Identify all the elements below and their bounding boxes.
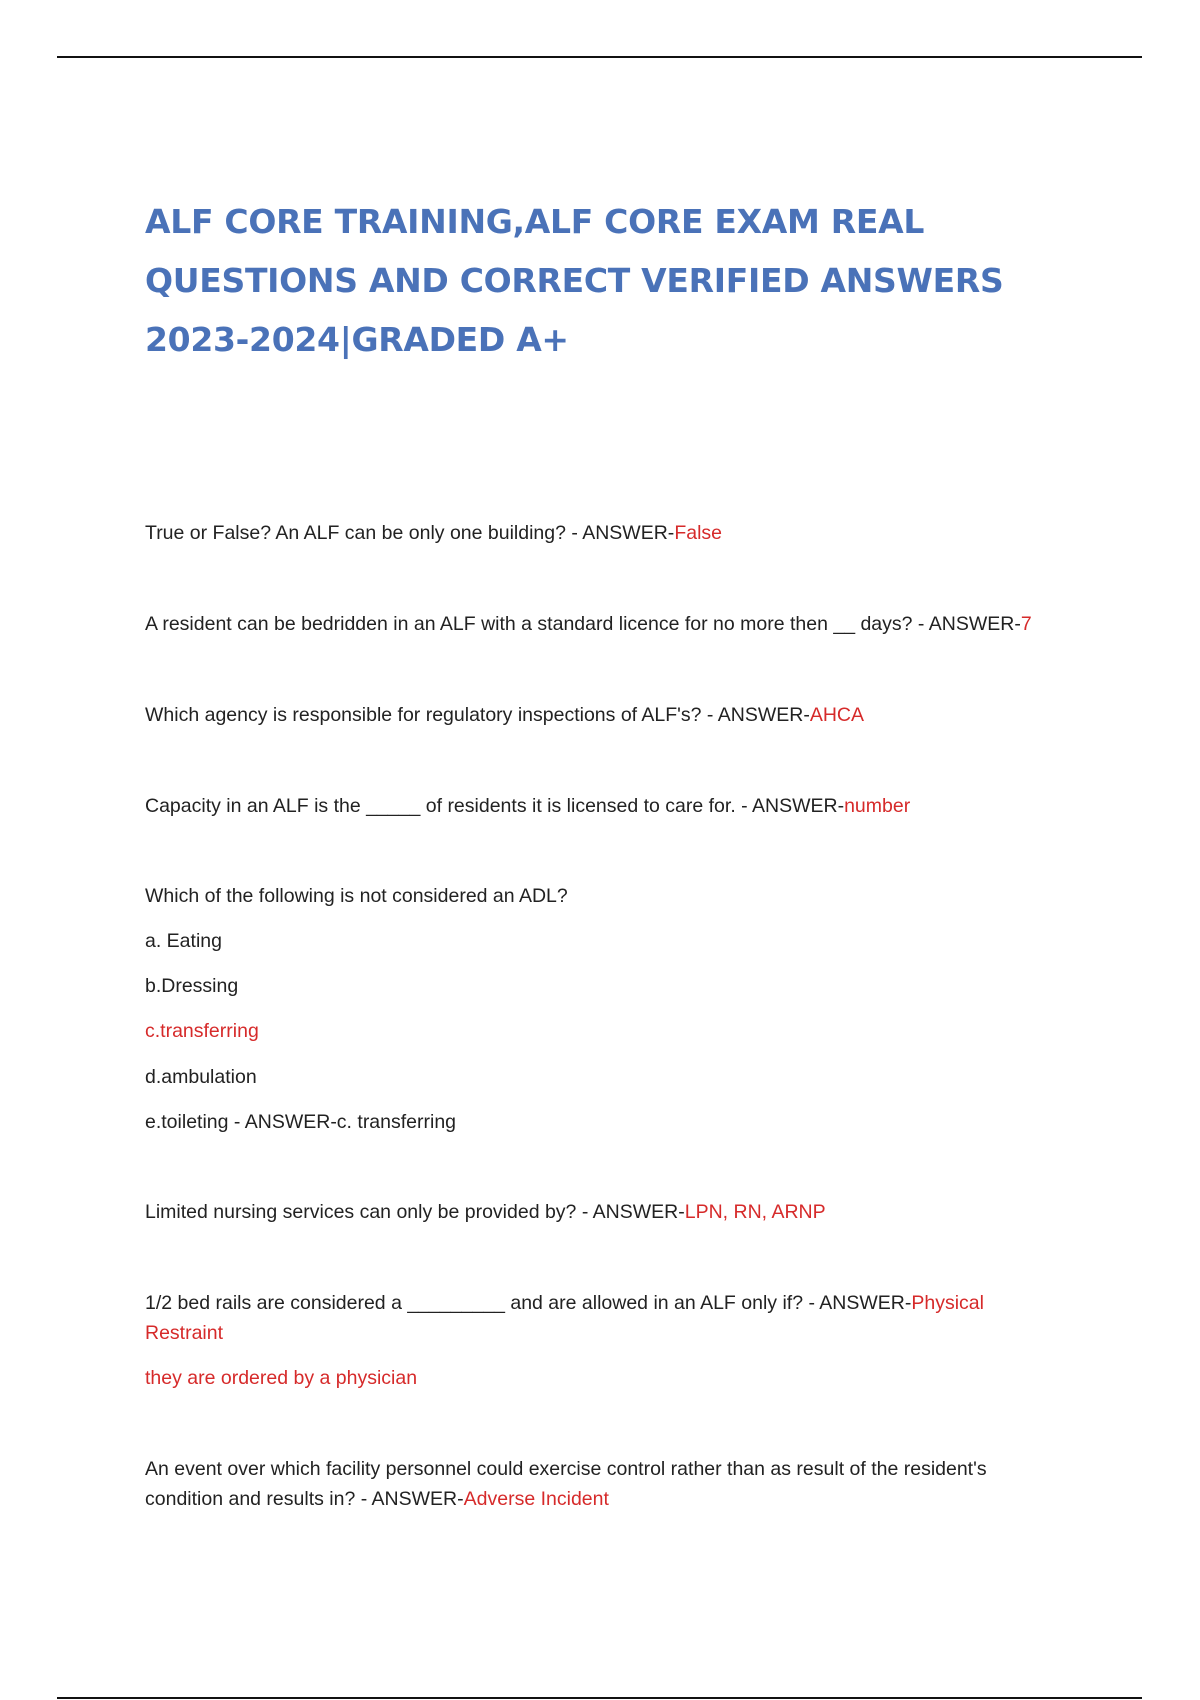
- adl-option-e-answer: e.toileting - ANSWER-c. transferring: [145, 1111, 457, 1133]
- bedrails-condition-answer: they are ordered by a physician: [145, 1367, 418, 1389]
- adl-option-a: a. Eating: [145, 930, 222, 952]
- answer-text: AHCA: [809, 704, 865, 726]
- title-line-3: 2023-2024|GRADED A+: [145, 320, 569, 359]
- question-text: Limited nursing services can only be provided by? - ANSWER-: [145, 1201, 685, 1223]
- qa-item-nursing: [145, 1197, 1065, 1227]
- title-line-1: ALF CORE TRAINING,ALF CORE EXAM REAL: [145, 202, 925, 241]
- question-text: Which agency is responsible for regulatory inspections of ALF's? - ANSWER-: [145, 704, 810, 726]
- qa-item: [145, 518, 1065, 548]
- answer-text: 7: [1020, 613, 1032, 635]
- answer-text: LPN, RN, ARNP: [684, 1201, 826, 1223]
- adl-option-d: d.ambulation: [145, 1066, 257, 1088]
- question-text: Capacity in an ALF is the _____ of residents it is licensed to care for. - ANSWER-: [145, 795, 845, 817]
- qa-item: [145, 791, 1065, 821]
- qa-item: [145, 609, 1065, 639]
- question-text: condition and results in? - ANSWER-: [145, 1488, 464, 1510]
- title-line-2: QUESTIONS AND CORRECT VERIFIED ANSWERS: [145, 261, 1004, 300]
- bedrails-answer-continued: Restraint: [145, 1322, 224, 1344]
- qa-item-incident-line-1: An event over which facility personnel could exercise control rather than as result of the resident's: [145, 1458, 987, 1480]
- document-title: [145, 192, 1105, 369]
- adl-option-b: b.Dressing: [145, 975, 239, 997]
- qa-item-incident-line-2: [145, 1484, 1065, 1514]
- question-text: 1/2 bed rails are considered a _________ and are allowed in an ALF only if? - ANSWER-: [145, 1292, 912, 1314]
- answer-text: Adverse Incident: [463, 1488, 609, 1510]
- top-rule: [57, 56, 1142, 58]
- adl-option-c-correct: c.transferring: [145, 1020, 259, 1042]
- qa-item: [145, 700, 1065, 730]
- answer-text: False: [674, 522, 722, 544]
- answer-text: number: [844, 795, 911, 817]
- bottom-rule: [57, 1697, 1142, 1699]
- question-text: A resident can be bedridden in an ALF with a standard licence for no more then __ days? - ANSWER-: [145, 613, 1021, 635]
- answer-text: Physical: [911, 1292, 984, 1314]
- adl-question: Which of the following is not considered an ADL?: [145, 885, 568, 907]
- qa-item-bedrails: [145, 1288, 1065, 1318]
- question-text: True or False? An ALF can be only one building? - ANSWER-: [145, 522, 675, 544]
